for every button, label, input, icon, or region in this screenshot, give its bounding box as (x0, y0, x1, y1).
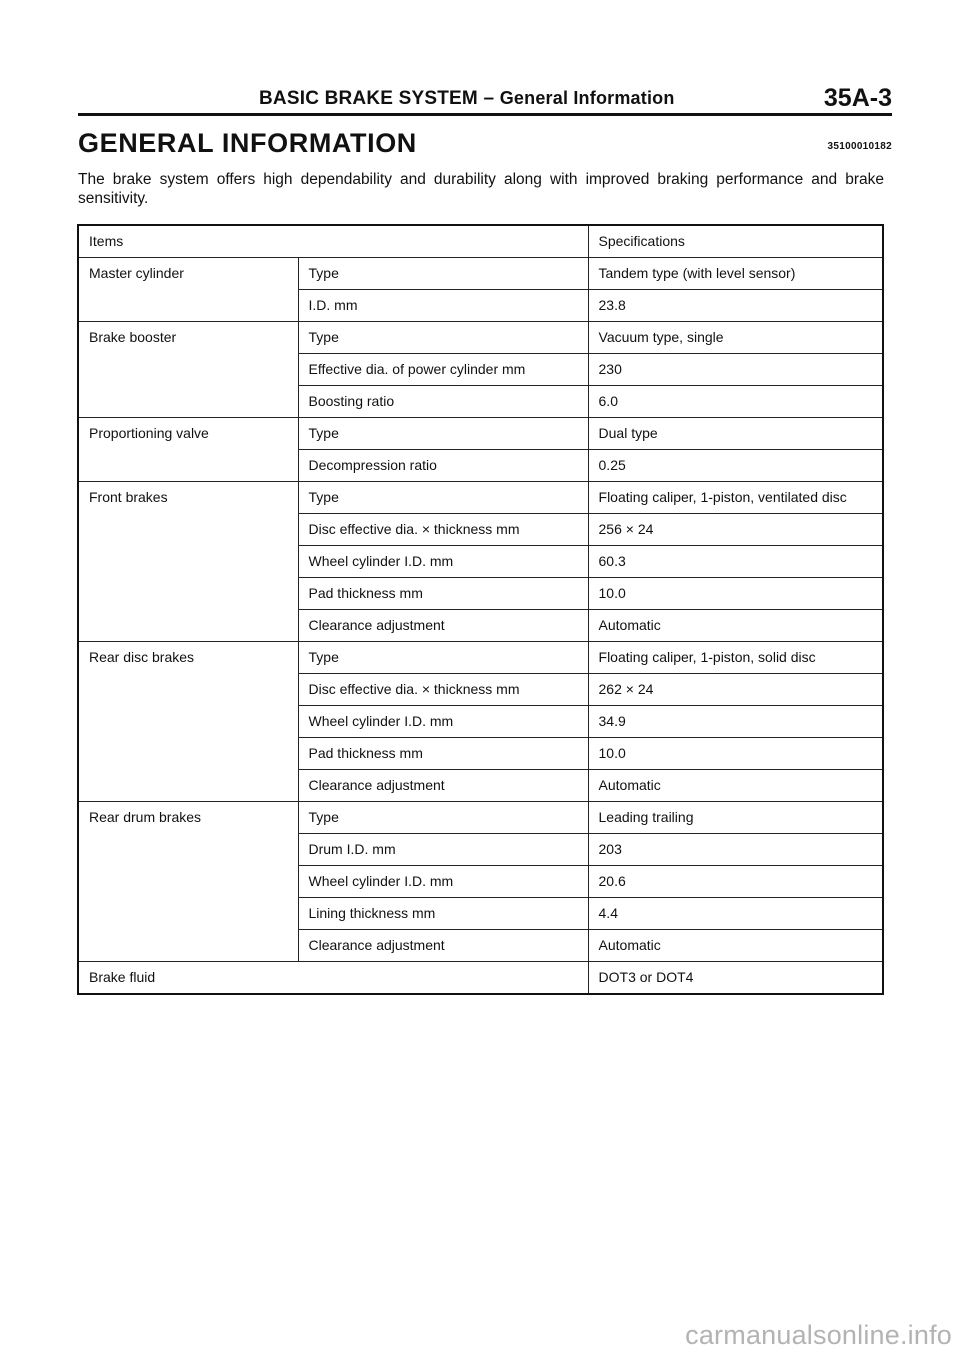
header-cell-specifications: Specifications (588, 225, 883, 258)
spec-cell: 256 × 24 (588, 514, 883, 546)
table-row-brake-fluid (78, 962, 883, 995)
spec-cell: Automatic (588, 770, 883, 802)
item-cell: Clearance adjustment (298, 610, 588, 642)
table-header-row (78, 225, 883, 258)
group-name-cell: Master cylinder (78, 258, 298, 322)
item-cell: Wheel cylinder I.D. mm (298, 546, 588, 578)
item-cell: Drum I.D. mm (298, 834, 588, 866)
item-cell: Decompression ratio (298, 450, 588, 482)
item-cell: Disc effective dia. × thickness mm (298, 674, 588, 706)
spec-cell: 10.0 (588, 578, 883, 610)
group-name-cell: Brake booster (78, 322, 298, 418)
subsection-title: General Information (499, 88, 675, 108)
spec-cell: 34.9 (588, 706, 883, 738)
spec-cell: 20.6 (588, 866, 883, 898)
spec-cell: 230 (588, 354, 883, 386)
item-cell: Lining thickness mm (298, 898, 588, 930)
site-watermark: carmanualsonline.info (685, 1320, 952, 1350)
table-row (78, 258, 883, 290)
spec-cell: Floating caliper, 1-piston, ventilated disc (588, 482, 883, 514)
header-rule (78, 113, 892, 116)
table-row (78, 802, 883, 834)
spec-cell: 0.25 (588, 450, 883, 482)
document-code: 35100010182 (827, 141, 892, 152)
spec-cell: Tandem type (with level sensor) (588, 258, 883, 290)
spec-cell: 203 (588, 834, 883, 866)
item-cell: Clearance adjustment (298, 930, 588, 962)
group-name-cell: Front brakes (78, 482, 298, 642)
item-cell: Effective dia. of power cylinder mm (298, 354, 588, 386)
item-cell: I.D. mm (298, 290, 588, 322)
item-cell: Type (298, 418, 588, 450)
spec-cell: 10.0 (588, 738, 883, 770)
page-number: 35A-3 (823, 84, 892, 112)
item-cell: Type (298, 322, 588, 354)
spec-cell: DOT3 or DOT4 (588, 962, 883, 995)
item-cell: Pad thickness mm (298, 578, 588, 610)
group-name-cell: Rear disc brakes (78, 642, 298, 802)
spec-cell: 262 × 24 (588, 674, 883, 706)
spec-cell: Automatic (588, 610, 883, 642)
spec-cell: Automatic (588, 930, 883, 962)
spec-cell: Vacuum type, single (588, 322, 883, 354)
item-cell: Wheel cylinder I.D. mm (298, 706, 588, 738)
table-row (78, 418, 883, 450)
spec-cell: 23.8 (588, 290, 883, 322)
spec-cell: 6.0 (588, 386, 883, 418)
page-title: GENERAL INFORMATION (78, 128, 417, 158)
item-cell: Type (298, 258, 588, 290)
intro-paragraph: The brake system offers high dependability and durability along with improved braking performance and brake sensitivity. (78, 171, 884, 207)
specifications-table-body (78, 225, 883, 994)
specifications-table (77, 224, 884, 995)
item-cell: Type (298, 642, 588, 674)
item-cell: Pad thickness mm (298, 738, 588, 770)
item-cell: Type (298, 802, 588, 834)
section-header (259, 88, 675, 110)
spec-cell: Leading trailing (588, 802, 883, 834)
spec-cell: 60.3 (588, 546, 883, 578)
table-row (78, 642, 883, 674)
group-name-cell: Rear drum brakes (78, 802, 298, 962)
header-dash: – (483, 88, 495, 109)
section-title: BASIC BRAKE SYSTEM (259, 88, 478, 109)
spec-cell: 4.4 (588, 898, 883, 930)
spec-cell: Floating caliper, 1-piston, solid disc (588, 642, 883, 674)
table-row (78, 482, 883, 514)
item-cell: Type (298, 482, 588, 514)
item-cell: Wheel cylinder I.D. mm (298, 866, 588, 898)
group-name-cell: Proportioning valve (78, 418, 298, 482)
item-cell: Brake fluid (78, 962, 588, 995)
item-cell: Disc effective dia. × thickness mm (298, 514, 588, 546)
item-cell: Boosting ratio (298, 386, 588, 418)
header-cell-items: Items (78, 225, 588, 258)
item-cell: Clearance adjustment (298, 770, 588, 802)
spec-cell: Dual type (588, 418, 883, 450)
table-row (78, 322, 883, 354)
